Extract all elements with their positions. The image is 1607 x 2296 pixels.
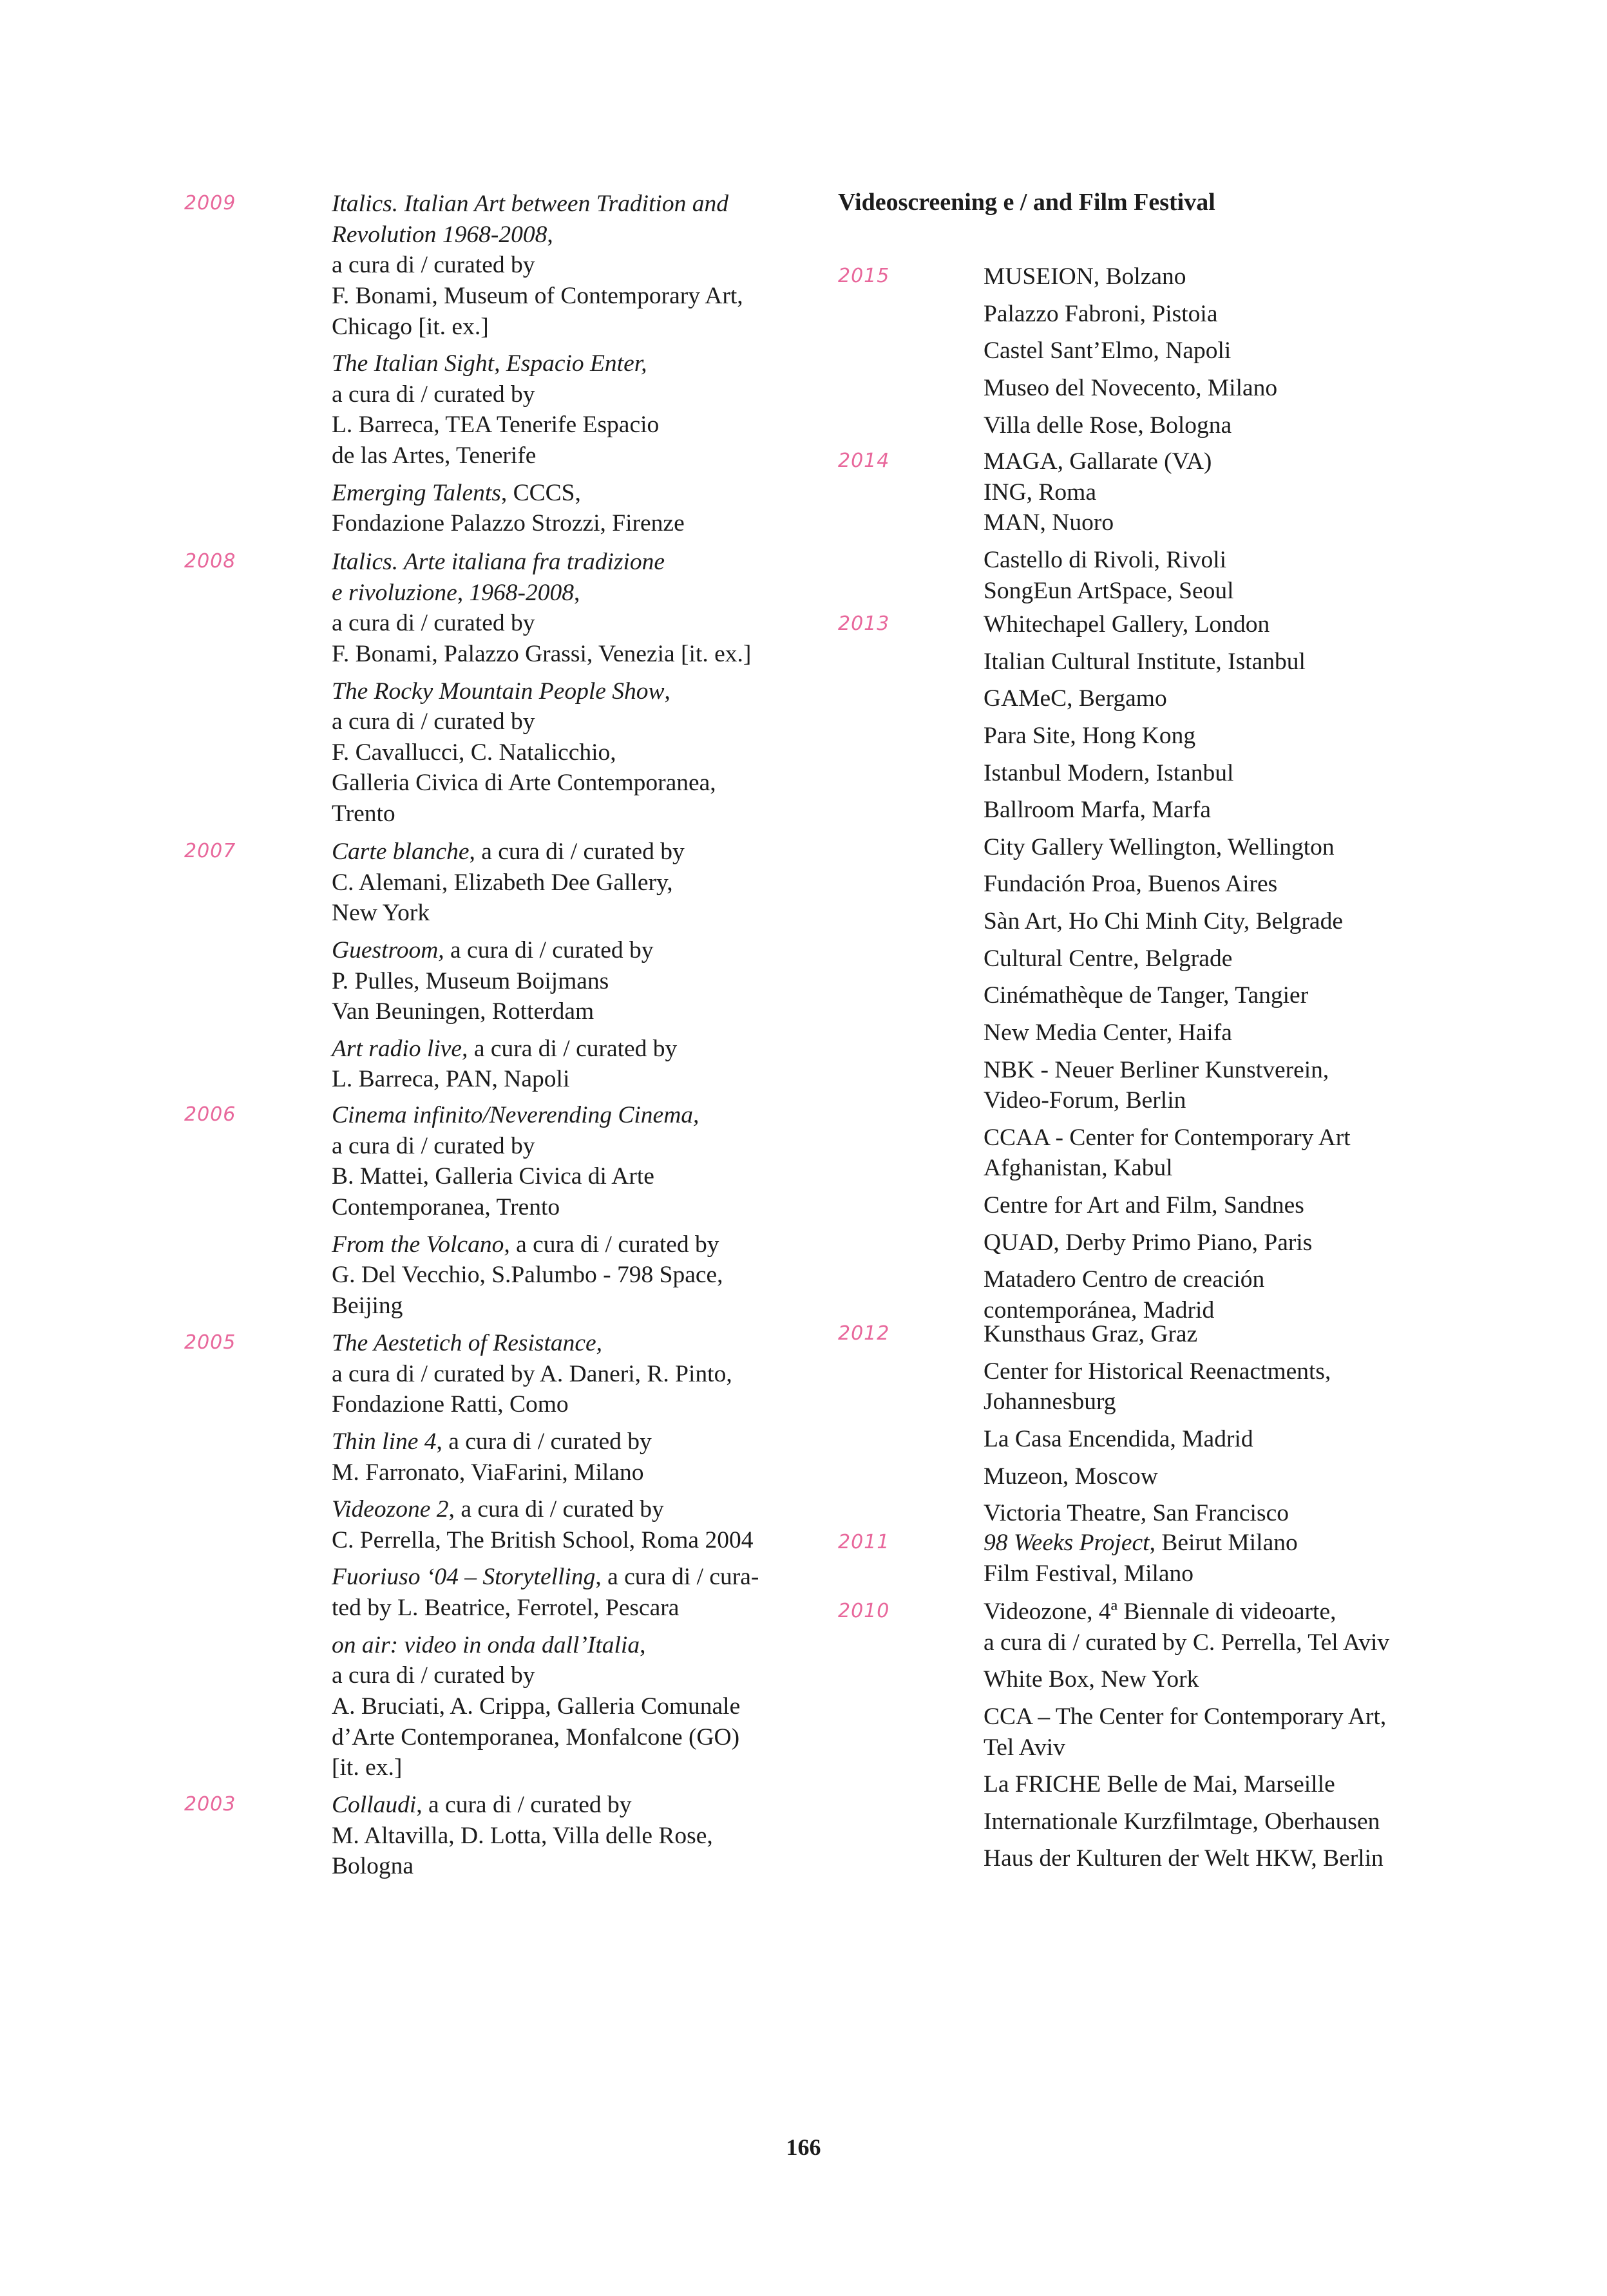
entry-line: F. Cavallucci, C. Natalicchio, (332, 739, 616, 766)
entry-line: Sàn Art, Ho Chi Minh City, Belgrade (984, 908, 1343, 935)
entry-line: a cura di / curated by (332, 610, 535, 637)
entry (332, 547, 815, 670)
entry (984, 1769, 1482, 1800)
entry (984, 1664, 1482, 1695)
entry (984, 1356, 1482, 1418)
entry-line: Bologna (332, 1853, 414, 1880)
entry (332, 676, 815, 830)
entry (984, 446, 1482, 538)
entry-line: From the Volcano, a cura di / curated by (332, 1231, 719, 1258)
year-label: 2007 (184, 840, 236, 862)
entry (332, 1034, 815, 1095)
entry (984, 869, 1482, 900)
entry (984, 1123, 1482, 1184)
entry-line: Victoria Theatre, San Francisco (984, 1500, 1289, 1527)
entry-line: Tel Aviv (984, 1734, 1065, 1761)
entry-line: Revolution 1968-2008, (332, 221, 553, 248)
entry-line: Collaudi, a cura di / curated by (332, 1792, 632, 1818)
entry (984, 1228, 1482, 1258)
entry-line: ING, Roma (984, 479, 1096, 506)
entry (984, 1843, 1482, 1874)
entry-line: Chicago [it. ex.] (332, 313, 489, 340)
entry-line: New Media Center, Haifa (984, 1019, 1232, 1046)
entry (984, 1498, 1482, 1529)
year-block-2007 (184, 837, 815, 1101)
entry (984, 410, 1482, 441)
year-label: 2014 (838, 450, 890, 472)
entry-line: Italian Cultural Institute, Istanbul (984, 648, 1306, 675)
entry-line: M. Farronato, ViaFarini, Milano (332, 1459, 644, 1486)
entry-line: GAMeC, Bergamo (984, 685, 1167, 712)
entry (984, 1461, 1482, 1492)
entry-line: Film Festival, Milano (984, 1560, 1194, 1587)
year-label: 2003 (184, 1793, 236, 1816)
entry-line: A. Bruciati, A. Crippa, Galleria Comunale (332, 1693, 741, 1720)
entry (332, 1790, 815, 1882)
entry (332, 348, 815, 471)
year-block-2005 (184, 1328, 815, 1790)
entry (332, 935, 815, 1027)
entry (332, 1229, 815, 1322)
entry-line: M. Altavilla, D. Lotta, Villa delle Rose, (332, 1822, 713, 1849)
entry-line: SongEun ArtSpace, Seoul (984, 577, 1234, 604)
entry-line: QUAD, Derby Primo Piano, Paris (984, 1229, 1313, 1256)
entry-line: Castello di Rivoli, Rivoli (984, 546, 1227, 573)
entry-line: Fundación Proa, Buenos Aires (984, 871, 1278, 898)
entry (984, 1264, 1482, 1325)
entry-line: Videozone 2, a cura di / curated by (332, 1496, 664, 1523)
year-label: 2015 (838, 265, 890, 287)
entry-line: a cura di / curated by A. Daneri, R. Pinto, (332, 1360, 732, 1387)
entry-line: The Italian Sight, Espacio Enter, (332, 350, 647, 377)
entry (332, 837, 815, 929)
entry-line: Trento (332, 801, 395, 827)
entry (984, 647, 1482, 678)
entry (984, 1190, 1482, 1221)
entry (984, 944, 1482, 974)
entry (332, 1562, 815, 1623)
entry-line: Galleria Civica di Arte Contemporanea, (332, 770, 716, 797)
entry-line: Castel Sant’Elmo, Napoli (984, 337, 1231, 365)
entry-line: White Box, New York (984, 1666, 1199, 1693)
year-label: 2005 (184, 1331, 236, 1354)
year-block-2008 (184, 547, 815, 836)
entry-line: Istanbul Modern, Istanbul (984, 759, 1234, 786)
entry (332, 1100, 815, 1223)
entry (984, 545, 1482, 606)
entry (984, 336, 1482, 366)
entry-line: Johannesburg (984, 1389, 1116, 1416)
section-heading: Videoscreening e / and Film Festival (838, 189, 1215, 216)
entry-line: a cura di / curated by (332, 1662, 535, 1689)
year-label: 2008 (184, 550, 236, 573)
entry-line: e rivoluzione, 1968-2008, (332, 579, 580, 606)
entry-line: Muzeon, Moscow (984, 1463, 1158, 1490)
entry-line: New York (332, 900, 430, 927)
entry-line: L. Barreca, TEA Tenerife Espacio (332, 412, 660, 439)
year-block-2014 (838, 446, 1482, 612)
entry-line: a cura di / curated by C. Perrella, Tel Aviv (984, 1629, 1390, 1656)
year-block-2009 (184, 189, 815, 546)
entry (984, 609, 1482, 640)
entry-line: Videozone, 4ª Biennale di videoarte, (984, 1599, 1336, 1625)
entry (332, 1427, 815, 1488)
entry (984, 1055, 1482, 1116)
entry (984, 832, 1482, 863)
entry-line: a cura di / curated by (332, 1132, 535, 1159)
entry-line: F. Bonami, Museum of Contemporary Art, (332, 282, 743, 309)
entry (984, 683, 1482, 714)
entry-line: Art radio live, a cura di / curated by (332, 1035, 678, 1062)
entry-line: Italics. Arte italiana fra tradizione (332, 549, 665, 575)
entry-line: Para Site, Hong Kong (984, 722, 1196, 749)
entry (332, 1328, 815, 1420)
year-label: 2009 (184, 192, 236, 214)
entry-line: Internationale Kurzfilmtage, Oberhausen (984, 1808, 1380, 1835)
entry-line: MAN, Nuoro (984, 509, 1114, 536)
entry-line: CCA – The Center for Contemporary Art, (984, 1703, 1387, 1730)
entry (984, 1807, 1482, 1837)
entry (332, 1494, 815, 1555)
year-block-2010 (838, 1597, 1482, 1881)
entry-line: Villa delle Rose, Bologna (984, 412, 1232, 439)
entry (984, 721, 1482, 752)
entry (984, 1528, 1482, 1589)
page-number: 166 (786, 2134, 821, 2160)
entry-line: a cura di / curated by (332, 381, 535, 408)
year-label: 2011 (838, 1531, 890, 1553)
entry-line: Cultural Centre, Belgrade (984, 945, 1233, 972)
entry (984, 980, 1482, 1011)
entry-line: Van Beuningen, Rotterdam (332, 998, 594, 1025)
entry-line: Centre for Art and Film, Sandnes (984, 1192, 1304, 1219)
entry-line: MAGA, Gallarate (VA) (984, 448, 1212, 475)
entry-line: Fuoriuso ‘04 – Storytelling, a cura di / cura- (332, 1564, 759, 1591)
entry-line: Fondazione Ratti, Como (332, 1391, 569, 1418)
entry-line: Center for Historical Reenactments, (984, 1358, 1331, 1385)
entry-line: C. Alemani, Elizabeth Dee Gallery, (332, 869, 673, 896)
entry-line: contemporánea, Madrid (984, 1296, 1215, 1324)
year-label: 2010 (838, 1600, 890, 1622)
entry-line: Museo del Novecento, Milano (984, 374, 1278, 401)
entry (984, 1424, 1482, 1455)
year-block-2006 (184, 1100, 815, 1327)
year-label: 2006 (184, 1103, 236, 1126)
entry (984, 1319, 1482, 1350)
entry-line: Italics. Italian Art between Tradition and (332, 191, 728, 217)
entry-line: Palazzo Fabroni, Pistoia (984, 300, 1218, 327)
entry-line: on air: video in onda dall’Italia, (332, 1631, 646, 1658)
entry (332, 1630, 815, 1783)
entry-line: L. Barreca, PAN, Napoli (332, 1066, 570, 1093)
entry-line: G. Del Vecchio, S.Palumbo - 798 Space, (332, 1262, 723, 1289)
entry-line: Carte blanche, a cura di / curated by (332, 839, 685, 865)
entry (984, 1597, 1482, 1658)
entry-line: [it. ex.] (332, 1754, 403, 1781)
entry-line: Cinémathèque de Tanger, Tangier (984, 982, 1309, 1009)
entry-line: F. Bonami, Palazzo Grassi, Venezia [it. ex.] (332, 640, 752, 667)
entry (984, 1702, 1482, 1763)
entry-line: Matadero Centro de creación (984, 1266, 1265, 1293)
entry-line: de las Artes, Tenerife (332, 442, 537, 469)
entry-line: Fondazione Palazzo Strozzi, Firenze (332, 510, 685, 537)
entry-line: a cura di / curated by (332, 708, 535, 735)
entry-line: NBK - Neuer Berliner Kunstverein, (984, 1056, 1329, 1083)
year-block-2015 (838, 261, 1482, 447)
entry-line: Whitechapel Gallery, London (984, 611, 1270, 638)
entry-line: Haus der Kulturen der Welt HKW, Berlin (984, 1845, 1384, 1872)
entry-line: Guestroom, a cura di / curated by (332, 936, 654, 963)
year-label: 2012 (838, 1322, 890, 1345)
entry-line: Emerging Talents, CCCS, (332, 479, 581, 506)
entry (984, 299, 1482, 330)
entry-line: The Rocky Mountain People Show, (332, 678, 670, 705)
entry-line: Thin line 4, a cura di / curated by (332, 1428, 652, 1455)
entry (984, 373, 1482, 404)
entry-line: La Casa Encendida, Madrid (984, 1425, 1253, 1452)
entry (984, 795, 1482, 826)
entry-line: d’Arte Contemporanea, Monfalcone (GO) (332, 1723, 740, 1750)
entry-line: Cinema infinito/Neverending Cinema, (332, 1102, 699, 1128)
entry-line: CCAA - Center for Contemporary Art (984, 1124, 1351, 1151)
entry-line: P. Pulles, Museum Boijmans (332, 967, 609, 994)
entry-line: La FRICHE Belle de Mai, Marseille (984, 1771, 1335, 1798)
entry-line: Beijing (332, 1292, 403, 1319)
entry-line: Afghanistan, Kabul (984, 1155, 1173, 1182)
entry-line: The Aestetich of Resistance, (332, 1330, 603, 1356)
year-block-2013 (838, 609, 1482, 1333)
entry (984, 261, 1482, 292)
entry (332, 478, 815, 539)
year-label: 2013 (838, 612, 890, 635)
entry-line: City Gallery Wellington, Wellington (984, 833, 1335, 860)
entry (984, 758, 1482, 789)
entry-line: B. Mattei, Galleria Civica di Arte (332, 1163, 654, 1190)
entry-line: Video-Forum, Berlin (984, 1087, 1186, 1114)
entry (984, 906, 1482, 937)
entry (332, 189, 815, 342)
entry-line: Ballroom Marfa, Marfa (984, 797, 1211, 824)
entry-line: 98 Weeks Project, Beirut Milano (984, 1530, 1298, 1556)
entry-line: Contemporanea, Trento (332, 1193, 560, 1220)
entry (984, 1018, 1482, 1048)
entry-line: Kunsthaus Graz, Graz (984, 1321, 1198, 1347)
entry-line: a cura di / curated by (332, 252, 535, 279)
entry-line: MUSEION, Bolzano (984, 263, 1186, 290)
year-block-2003 (184, 1790, 815, 1888)
year-block-2011 (838, 1528, 1482, 1595)
entry-line: ted by L. Beatrice, Ferrotel, Pescara (332, 1595, 680, 1621)
year-block-2012 (838, 1319, 1482, 1535)
entry-line: C. Perrella, The British School, Roma 2004 (332, 1526, 754, 1553)
